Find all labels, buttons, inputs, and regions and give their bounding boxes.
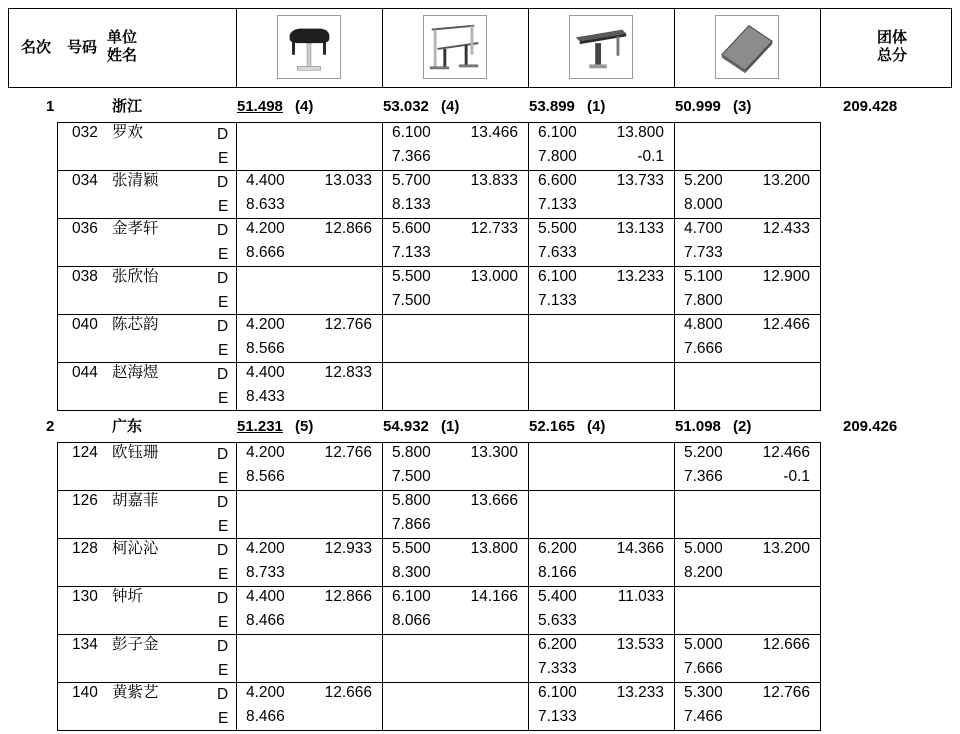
d-score: 4.200 [246, 684, 285, 701]
row-label-d: D [217, 318, 229, 335]
d-score: 4.400 [246, 172, 285, 189]
grid-line [57, 362, 821, 363]
e-score: 7.866 [392, 516, 431, 533]
team-total: 209.426 [843, 418, 898, 435]
final-score: 13.533 [616, 636, 664, 653]
final-score: 12.666 [762, 636, 810, 653]
grid-line [57, 122, 821, 123]
apparatus-team-score: 54.932 [383, 418, 429, 435]
e-score: 7.800 [538, 148, 577, 165]
final-score: 13.300 [470, 444, 518, 461]
apparatus-team-score: 50.999 [675, 98, 721, 115]
final-score: 14.166 [470, 588, 518, 605]
athlete-number: 126 [72, 492, 98, 509]
row-label-d: D [217, 446, 229, 463]
athlete-name: 钟圻 [112, 588, 144, 605]
row-label-e: E [218, 710, 229, 727]
row-label-e: E [218, 662, 229, 679]
d-score: 4.200 [246, 444, 285, 461]
vault-icon [277, 15, 341, 79]
row-label-e: E [218, 518, 229, 535]
name-header: 姓名 [107, 47, 138, 64]
e-score: 7.733 [684, 244, 723, 261]
team-rank: 1 [46, 98, 55, 115]
e-score: 8.633 [246, 196, 285, 213]
d-score: 5.800 [392, 492, 431, 509]
d-score: 5.200 [684, 444, 723, 461]
apparatus-team-score: 51.498 [237, 98, 283, 115]
athlete-name: 黄紫艺 [112, 684, 159, 701]
row-label-e: E [218, 566, 229, 583]
penalty: -0.1 [637, 148, 664, 165]
athlete-name: 张欣怡 [112, 268, 159, 285]
grid-line [820, 442, 821, 731]
e-score: 8.133 [392, 196, 431, 213]
athlete-number: 032 [72, 124, 98, 141]
d-score: 5.200 [684, 172, 723, 189]
final-score: 12.933 [324, 540, 372, 557]
team-total: 209.428 [843, 98, 898, 115]
number-header: 号码 [67, 39, 98, 56]
final-score: 12.900 [762, 268, 810, 285]
athlete-name: 张清颖 [112, 172, 159, 189]
row-label-e: E [218, 294, 229, 311]
grid-line [820, 122, 821, 411]
grid-line [57, 490, 821, 491]
e-score: 8.733 [246, 564, 285, 581]
row-label-e: E [218, 470, 229, 487]
team-rank: 2 [46, 418, 55, 435]
e-score: 7.500 [392, 468, 431, 485]
final-score: 12.466 [762, 444, 810, 461]
d-score: 5.000 [684, 636, 723, 653]
e-score: 8.166 [538, 564, 577, 581]
d-score: 6.100 [392, 124, 431, 141]
d-score: 5.600 [392, 220, 431, 237]
grid-line [528, 122, 529, 411]
final-score: 13.733 [616, 172, 664, 189]
athlete-name: 欧钰珊 [112, 444, 159, 461]
final-score: 13.666 [470, 492, 518, 509]
grid-line [236, 442, 237, 731]
athlete-number: 128 [72, 540, 98, 557]
d-score: 6.600 [538, 172, 577, 189]
team-total-header-2: 总分 [877, 47, 908, 64]
grid-line [57, 122, 58, 411]
athlete-number: 038 [72, 268, 98, 285]
apparatus-team-score: 51.098 [675, 418, 721, 435]
athlete-number: 036 [72, 220, 98, 237]
final-score: 13.233 [616, 268, 664, 285]
row-label-d: D [217, 494, 229, 511]
d-score: 6.100 [538, 124, 577, 141]
final-score: 13.200 [762, 172, 810, 189]
final-score: 12.866 [324, 220, 372, 237]
apparatus-team-score: 53.899 [529, 98, 575, 115]
athlete-name: 金孝轩 [112, 220, 159, 237]
d-score: 4.800 [684, 316, 723, 333]
e-score: 7.800 [684, 292, 723, 309]
d-score: 5.700 [392, 172, 431, 189]
e-score: 8.666 [246, 244, 285, 261]
d-score: 6.100 [538, 684, 577, 701]
balance-beam-icon [569, 15, 633, 79]
d-score: 6.200 [538, 636, 577, 653]
final-score: 13.466 [470, 124, 518, 141]
e-score: 7.633 [538, 244, 577, 261]
row-label-e: E [218, 390, 229, 407]
e-score: 8.000 [684, 196, 723, 213]
team-name: 广东 [112, 418, 143, 435]
grid-line [57, 730, 821, 731]
e-score: 8.466 [246, 708, 285, 725]
floor-icon [715, 15, 779, 79]
e-score: 7.666 [684, 340, 723, 357]
e-score: 7.366 [392, 148, 431, 165]
d-score: 5.100 [684, 268, 723, 285]
penalty: -0.1 [783, 468, 810, 485]
e-score: 8.566 [246, 468, 285, 485]
final-score: 12.433 [762, 220, 810, 237]
grid-line [236, 122, 237, 411]
grid-line [57, 442, 58, 731]
athlete-number: 140 [72, 684, 98, 701]
e-score: 7.133 [392, 244, 431, 261]
athlete-name: 赵海煜 [112, 364, 159, 381]
e-score: 8.300 [392, 564, 431, 581]
d-score: 5.400 [538, 588, 577, 605]
grid-line [528, 442, 529, 731]
d-score: 4.700 [684, 220, 723, 237]
row-label-e: E [218, 614, 229, 631]
apparatus-team-place: (2) [733, 418, 752, 435]
row-label-d: D [217, 126, 229, 143]
grid-line [674, 122, 675, 411]
athlete-name: 陈芯韵 [112, 316, 159, 333]
final-score: 12.833 [324, 364, 372, 381]
athlete-name: 罗欢 [112, 124, 144, 141]
row-label-d: D [217, 542, 229, 559]
athlete-number: 044 [72, 364, 98, 381]
e-score: 7.666 [684, 660, 723, 677]
e-score: 7.500 [392, 292, 431, 309]
final-score: 13.200 [762, 540, 810, 557]
e-score: 5.633 [538, 612, 577, 629]
row-label-d: D [217, 590, 229, 607]
apparatus-team-place: (4) [295, 98, 314, 115]
row-label-d: D [217, 686, 229, 703]
athlete-number: 040 [72, 316, 98, 333]
grid-line [382, 122, 383, 411]
apparatus-team-place: (5) [295, 418, 314, 435]
athlete-number: 124 [72, 444, 98, 461]
e-score: 8.566 [246, 340, 285, 357]
athlete-number: 134 [72, 636, 98, 653]
d-score: 5.300 [684, 684, 723, 701]
final-score: 13.133 [616, 220, 664, 237]
final-score: 14.366 [616, 540, 664, 557]
athlete-number: 130 [72, 588, 98, 605]
final-score: 13.233 [616, 684, 664, 701]
d-score: 5.500 [538, 220, 577, 237]
apparatus-team-place: (1) [587, 98, 606, 115]
apparatus-team-place: (4) [441, 98, 460, 115]
team-total-header-1: 团体 [877, 29, 908, 46]
row-label-e: E [218, 342, 229, 359]
e-score: 8.200 [684, 564, 723, 581]
final-score: 12.666 [324, 684, 372, 701]
apparatus-team-score: 53.032 [383, 98, 429, 115]
athlete-name: 柯沁沁 [112, 540, 159, 557]
e-score: 8.066 [392, 612, 431, 629]
grid-line [57, 586, 821, 587]
final-score: 13.833 [470, 172, 518, 189]
row-label-d: D [217, 638, 229, 655]
final-score: 12.766 [324, 444, 372, 461]
athlete-name: 彭子金 [112, 636, 159, 653]
grid-line [382, 442, 383, 731]
team-row [0, 416, 960, 438]
final-score: 13.800 [470, 540, 518, 557]
final-score: 13.800 [616, 124, 664, 141]
apparatus-team-place: (4) [587, 418, 606, 435]
athlete-name: 胡嘉菲 [112, 492, 159, 509]
d-score: 4.400 [246, 588, 285, 605]
team-row [0, 96, 960, 118]
d-score: 5.800 [392, 444, 431, 461]
final-score: 12.733 [470, 220, 518, 237]
row-label-e: E [218, 246, 229, 263]
final-score: 11.033 [617, 588, 664, 605]
apparatus-team-place: (1) [441, 418, 460, 435]
apparatus-team-score: 51.231 [237, 418, 283, 435]
d-score: 4.200 [246, 540, 285, 557]
athlete-number: 034 [72, 172, 98, 189]
rank-header: 名次 [21, 39, 52, 56]
row-label-e: E [218, 150, 229, 167]
d-score: 4.200 [246, 220, 285, 237]
row-label-e: E [218, 198, 229, 215]
d-score: 5.500 [392, 540, 431, 557]
row-label-d: D [217, 222, 229, 239]
e-score: 7.133 [538, 196, 577, 213]
e-score: 7.333 [538, 660, 577, 677]
row-label-d: D [217, 174, 229, 191]
row-label-d: D [217, 366, 229, 383]
e-score: 7.133 [538, 708, 577, 725]
final-score: 12.866 [324, 588, 372, 605]
team-name: 浙江 [112, 98, 143, 115]
d-score: 4.200 [246, 316, 285, 333]
grid-line [674, 442, 675, 731]
e-score: 8.466 [246, 612, 285, 629]
unit-header: 单位 [107, 29, 138, 46]
uneven-bars-icon [423, 15, 487, 79]
table-header [8, 8, 952, 88]
e-score: 7.366 [684, 468, 723, 485]
final-score: 13.033 [324, 172, 372, 189]
row-label-d: D [217, 270, 229, 287]
final-score: 12.766 [762, 684, 810, 701]
apparatus-team-place: (3) [733, 98, 752, 115]
final-score: 12.466 [762, 316, 810, 333]
final-score: 13.000 [470, 268, 518, 285]
d-score: 6.100 [392, 588, 431, 605]
d-score: 5.000 [684, 540, 723, 557]
e-score: 7.466 [684, 708, 723, 725]
d-score: 6.200 [538, 540, 577, 557]
d-score: 5.500 [392, 268, 431, 285]
e-score: 7.133 [538, 292, 577, 309]
grid-line [57, 410, 821, 411]
apparatus-team-score: 52.165 [529, 418, 575, 435]
d-score: 6.100 [538, 268, 577, 285]
e-score: 8.433 [246, 388, 285, 405]
d-score: 4.400 [246, 364, 285, 381]
final-score: 12.766 [324, 316, 372, 333]
